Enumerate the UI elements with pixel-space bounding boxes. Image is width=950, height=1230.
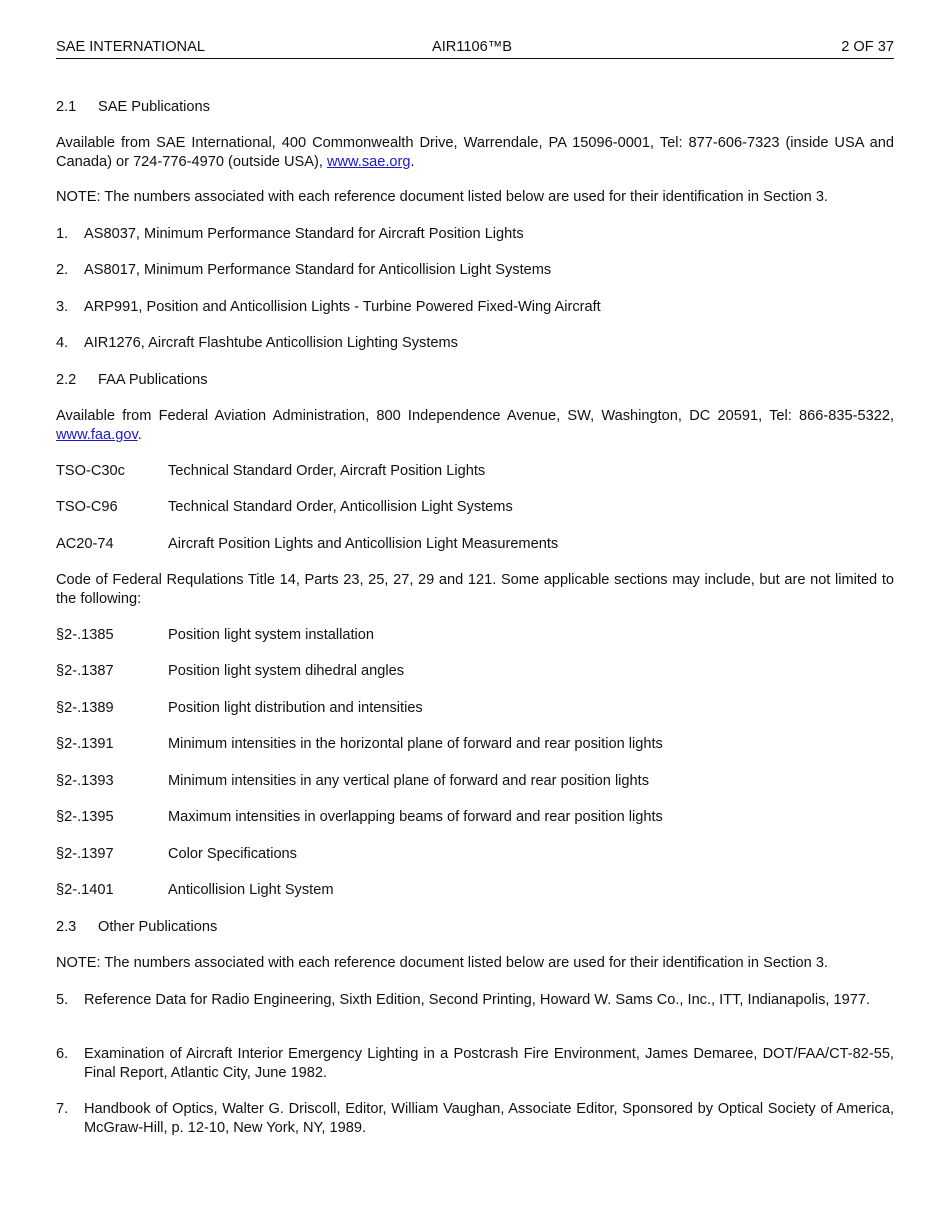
section-number: 2.1 — [56, 99, 77, 115]
list-item-text: Handbook of Optics, Walter G. Driscoll, Editor, William Vaughan, Associate Editor, Sponsored by Optical Society of America, McGraw-Hill, p. 12-10, New York, NY, 1989. — [84, 1101, 894, 1136]
other-note: NOTE: The numbers associated with each reference document listed below are used for their identification in Section 3. — [56, 955, 828, 971]
cfr-entry — [56, 699, 894, 718]
list-item-text: AIR1276, Aircraft Flashtube Anticollision Lighting Systems — [84, 335, 458, 351]
faa-availability-period: . — [137, 427, 142, 443]
list-item-text: Examination of Aircraft Interior Emergency Lighting in a Postcrash Fire Environment, James Demaree, DOT/FAA/CT-82-55, Final Report, Atlantic City, June 1982. — [84, 1046, 894, 1081]
cfr-section-number: §2-.1401 — [56, 882, 114, 898]
sae-website-link[interactable]: www.sae.org — [326, 154, 411, 170]
list-item-number: 4. — [56, 335, 69, 351]
section-heading-other — [56, 918, 894, 937]
section-title: Other Publications — [98, 919, 218, 935]
sae-availability-period: . — [410, 154, 415, 170]
cfr-section-title: Anticollision Light System — [168, 882, 334, 898]
header-document-id: AIR1106™B — [432, 39, 513, 55]
list-item-text: AS8037, Minimum Performance Standard for Aircraft Position Lights — [84, 226, 524, 242]
sae-availability-paragraph — [56, 134, 894, 172]
cfr-entry — [56, 735, 894, 754]
header-page-number: 2 OF 37 — [841, 39, 894, 55]
cfr-section-number: §2-.1393 — [56, 773, 114, 789]
faa-doc-entry — [56, 498, 894, 517]
cfr-entry — [56, 881, 894, 900]
doc-description: Technical Standard Order, Anticollision Light Systems — [168, 499, 513, 515]
faa-availability-text: Available from Federal Aviation Administration, 800 Independence Avenue, SW, Washington, DC 20591, Tel: 866-835-5322, — [56, 408, 894, 424]
cfr-section-title: Color Specifications — [168, 846, 297, 862]
cfr-section-number: §2-.1397 — [56, 846, 114, 862]
list-item — [56, 1100, 894, 1138]
cfr-entry — [56, 626, 894, 645]
doc-identifier: AC20-74 — [56, 536, 114, 552]
list-item-text: Reference Data for Radio Engineering, Sixth Edition, Second Printing, Howard W. Sams Co., Inc., ITT, Indianapolis, 1977. — [84, 992, 871, 1008]
sae-availability-text: Available from SAE International, 400 Commonwealth Drive, Warrendale, PA 15096-0001, Tel: 877-606-7323 (inside USA and Canada) or 724-776-4970 (outside USA), — [56, 135, 894, 170]
page-header — [56, 38, 894, 59]
faa-doc-entry — [56, 462, 894, 481]
cfr-section-title: Position light system installation — [168, 627, 375, 643]
cfr-section-title: Position light distribution and intensities — [168, 700, 423, 716]
cfr-section-title: Position light system dihedral angles — [168, 663, 405, 679]
section-heading-faa — [56, 371, 894, 390]
cfr-section-number: §2-.1389 — [56, 700, 114, 716]
cfr-section-title: Maximum intensities in overlapping beams of forward and rear position lights — [168, 809, 663, 825]
cfr-entry — [56, 845, 894, 864]
doc-description: Technical Standard Order, Aircraft Position Lights — [168, 463, 486, 479]
list-item — [56, 334, 894, 353]
list-item-number: 3. — [56, 299, 69, 315]
cfr-section-title: Minimum intensities in the horizontal plane of forward and rear position lights — [168, 736, 663, 752]
section-number: 2.3 — [56, 919, 77, 935]
doc-identifier: TSO-C96 — [56, 499, 118, 515]
cfr-section-title: Minimum intensities in any vertical plane of forward and rear position lights — [168, 773, 650, 789]
cfr-section-number: §2-.1391 — [56, 736, 114, 752]
list-item — [56, 991, 894, 1010]
section-title: FAA Publications — [98, 372, 208, 388]
list-item-text: AS8017, Minimum Performance Standard for Anticollision Light Systems — [84, 262, 552, 278]
list-item-number: 5. — [56, 992, 69, 1008]
cfr-section-number: §2-.1387 — [56, 663, 114, 679]
list-item-number: 1. — [56, 226, 69, 242]
faa-website-link[interactable]: www.faa.gov — [56, 427, 138, 443]
list-item — [56, 1045, 894, 1083]
header-organization: SAE INTERNATIONAL — [56, 39, 205, 55]
list-item — [56, 298, 894, 317]
cfr-entry — [56, 662, 894, 681]
section-heading-sae — [56, 98, 894, 117]
faa-doc-entry — [56, 535, 894, 554]
doc-description: Aircraft Position Lights and Anticollision Light Measurements — [168, 536, 559, 552]
cfr-section-number: §2-.1385 — [56, 627, 114, 643]
faa-availability-paragraph — [56, 407, 894, 445]
section-title: SAE Publications — [98, 99, 210, 115]
list-item — [56, 225, 894, 244]
sae-note: NOTE: The numbers associated with each reference document listed below are used for their identification in Section 3. — [56, 189, 828, 205]
cfr-section-number: §2-.1395 — [56, 809, 114, 825]
doc-identifier: TSO-C30c — [56, 463, 125, 479]
list-item-number: 7. — [56, 1101, 69, 1117]
cfr-entry — [56, 772, 894, 791]
list-item — [56, 261, 894, 280]
section-number: 2.2 — [56, 372, 77, 388]
cfr-paragraph: Code of Federal Requlations Title 14, Parts 23, 25, 27, 29 and 121. Some applicable sections may include, but are not limited to the following: — [56, 572, 894, 607]
cfr-entry — [56, 808, 894, 827]
list-item-number: 6. — [56, 1046, 69, 1062]
list-item-text: ARP991, Position and Anticollision Lights - Turbine Powered Fixed-Wing Aircraft — [84, 299, 601, 315]
list-item-number: 2. — [56, 262, 69, 278]
